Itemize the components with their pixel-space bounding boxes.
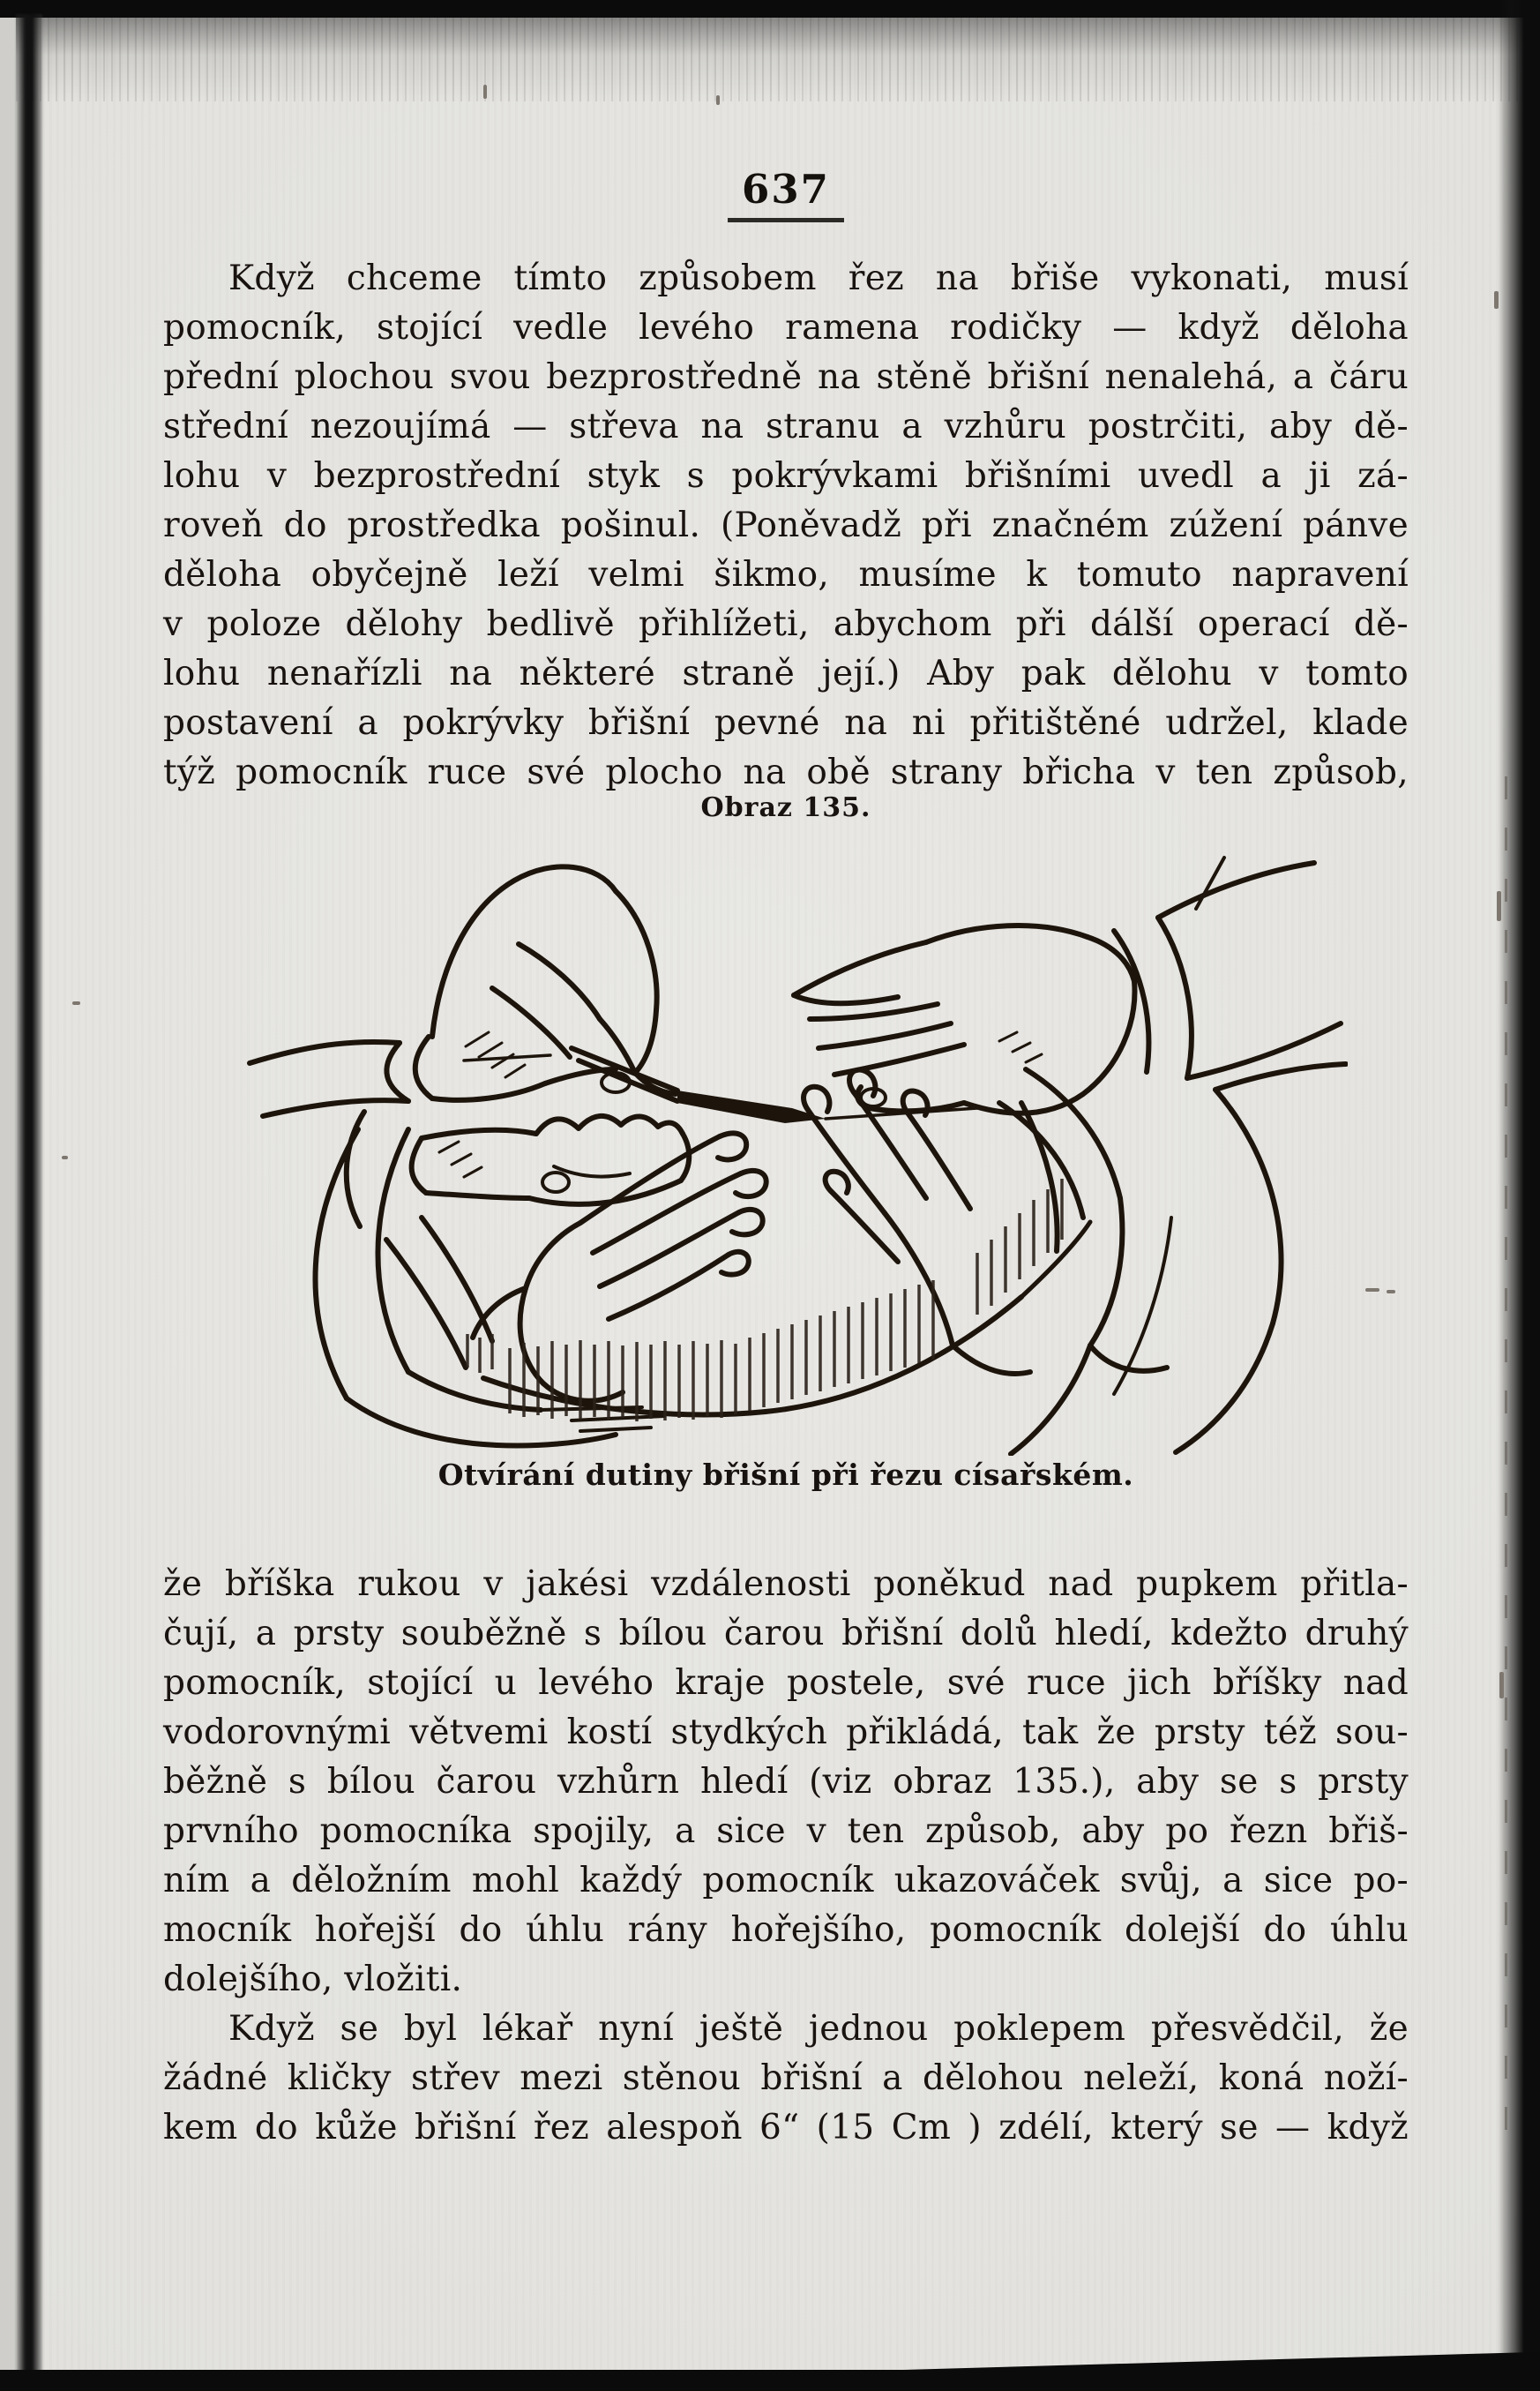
scan-speck <box>483 85 487 99</box>
scan-margin-left <box>0 18 16 2370</box>
figure-label: Obraz 135. <box>700 792 871 823</box>
page-header <box>163 166 1409 222</box>
cesarean-incision-engraving <box>201 838 1348 1456</box>
text-line: ním a děložním mohl každý pomocník ukazováček svůj, a sice po- <box>163 1861 1409 1900</box>
scan-shadow-top <box>0 18 1540 101</box>
lower-text-block <box>163 1560 1409 2153</box>
scan-speck <box>1387 1290 1395 1293</box>
scan-speck <box>1494 291 1499 309</box>
text-line: lohu nenařízli na některé straně její.) Aby pak dělohu v tomto <box>163 654 1409 693</box>
text-line: v poloze dělohy bedlivě přihlížeti, abychom při dálší operací dě- <box>163 604 1409 644</box>
text-line: žádné kličky střev mezi stěnou břišní a dělohou neleží, koná noží- <box>163 2058 1409 2098</box>
text-line: prvního pomocníka spojily, a sice v ten způsob, aby po řezn břiš- <box>163 1811 1409 1851</box>
figure-label-row <box>163 792 1409 823</box>
page-number: 637 <box>728 166 844 222</box>
text-line: týž pomocník ruce své plocho na obě strany břicha v ten způsob, <box>163 753 1409 792</box>
text-line: děloha obyčejně leží velmi šikmo, musíme k tomuto napravení <box>163 555 1409 595</box>
paragraph-2 <box>163 1560 1409 2005</box>
text-line: vodorovnými větvemi kostí stydkých přikládá, tak že prsty též sou- <box>163 1713 1409 1752</box>
text-line: přední plochou svou bezprostředně na stěně břišní nenalehá, a čáru <box>163 357 1409 397</box>
scan-speck <box>1497 891 1501 921</box>
figure-caption: Otvírání dutiny břišní při řezu císařském. <box>437 1458 1134 1492</box>
text-line: Když chceme tímto způsobem řez na břiše vykonati, musí <box>228 259 1409 298</box>
text-line: lohu v bezprostřední styk s pokrývkami břišními uvedl a ji zá- <box>163 456 1409 496</box>
figure-caption-row <box>163 1458 1409 1492</box>
text-line: čují, a prsty souběžně s bílou čarou břišní dolů hledí, kdežto druhý <box>163 1614 1409 1653</box>
text-line: pomocník, stojící u levého kraje postele, své ruce jich bříšky nad <box>163 1663 1409 1703</box>
figure-illustration <box>201 838 1348 1456</box>
text-line: pomocník, stojící vedle levého ramena rodičky — když děloha <box>163 308 1409 348</box>
paragraph-1 <box>163 254 1409 798</box>
paragraph-3 <box>163 2005 1409 2153</box>
scan-speck <box>62 1156 68 1159</box>
text-line: roveň do prostředka pošinul. (Poněvadž při značném zúžení pánve <box>163 506 1409 545</box>
scan-artifact-line <box>1505 776 1507 2135</box>
book-gutter-shadow <box>16 14 42 2382</box>
text-line: dolejšího, vložiti. <box>163 1960 463 1999</box>
text-line: střední nezoujímá — střeva na stranu a vzhůru postrčiti, aby dě- <box>163 407 1409 446</box>
text-line: mocník hořejší do úhlu rány hořejšího, pomocník dolejší do úhlu <box>163 1910 1409 1950</box>
scan-border-top <box>0 0 1540 18</box>
scan-speck <box>716 95 720 105</box>
scan-speck <box>1365 1288 1379 1292</box>
text-line: že bříška rukou v jakési vzdálenosti poněkud nad pupkem přitla- <box>163 1564 1409 1604</box>
text-line: postavení a pokrývky břišní pevné na ni přitištěné udržel, klade <box>163 703 1409 743</box>
text-line: běžně s bílou čarou vzhůrn hledí (viz obraz 135.), aby se s prsty <box>163 1762 1409 1802</box>
text-line: Když se byl lékař nyní ještě jednou poklepem přesvědčil, že <box>228 2009 1409 2049</box>
text-line: kem do kůže břišní řez alespoň 6“ (15 Cm ) zdélí, který se — když <box>163 2108 1409 2147</box>
scan-speck <box>1499 1672 1504 1698</box>
scan-speck <box>72 1001 80 1005</box>
scan-border-bottom-wedge <box>794 2343 1540 2391</box>
